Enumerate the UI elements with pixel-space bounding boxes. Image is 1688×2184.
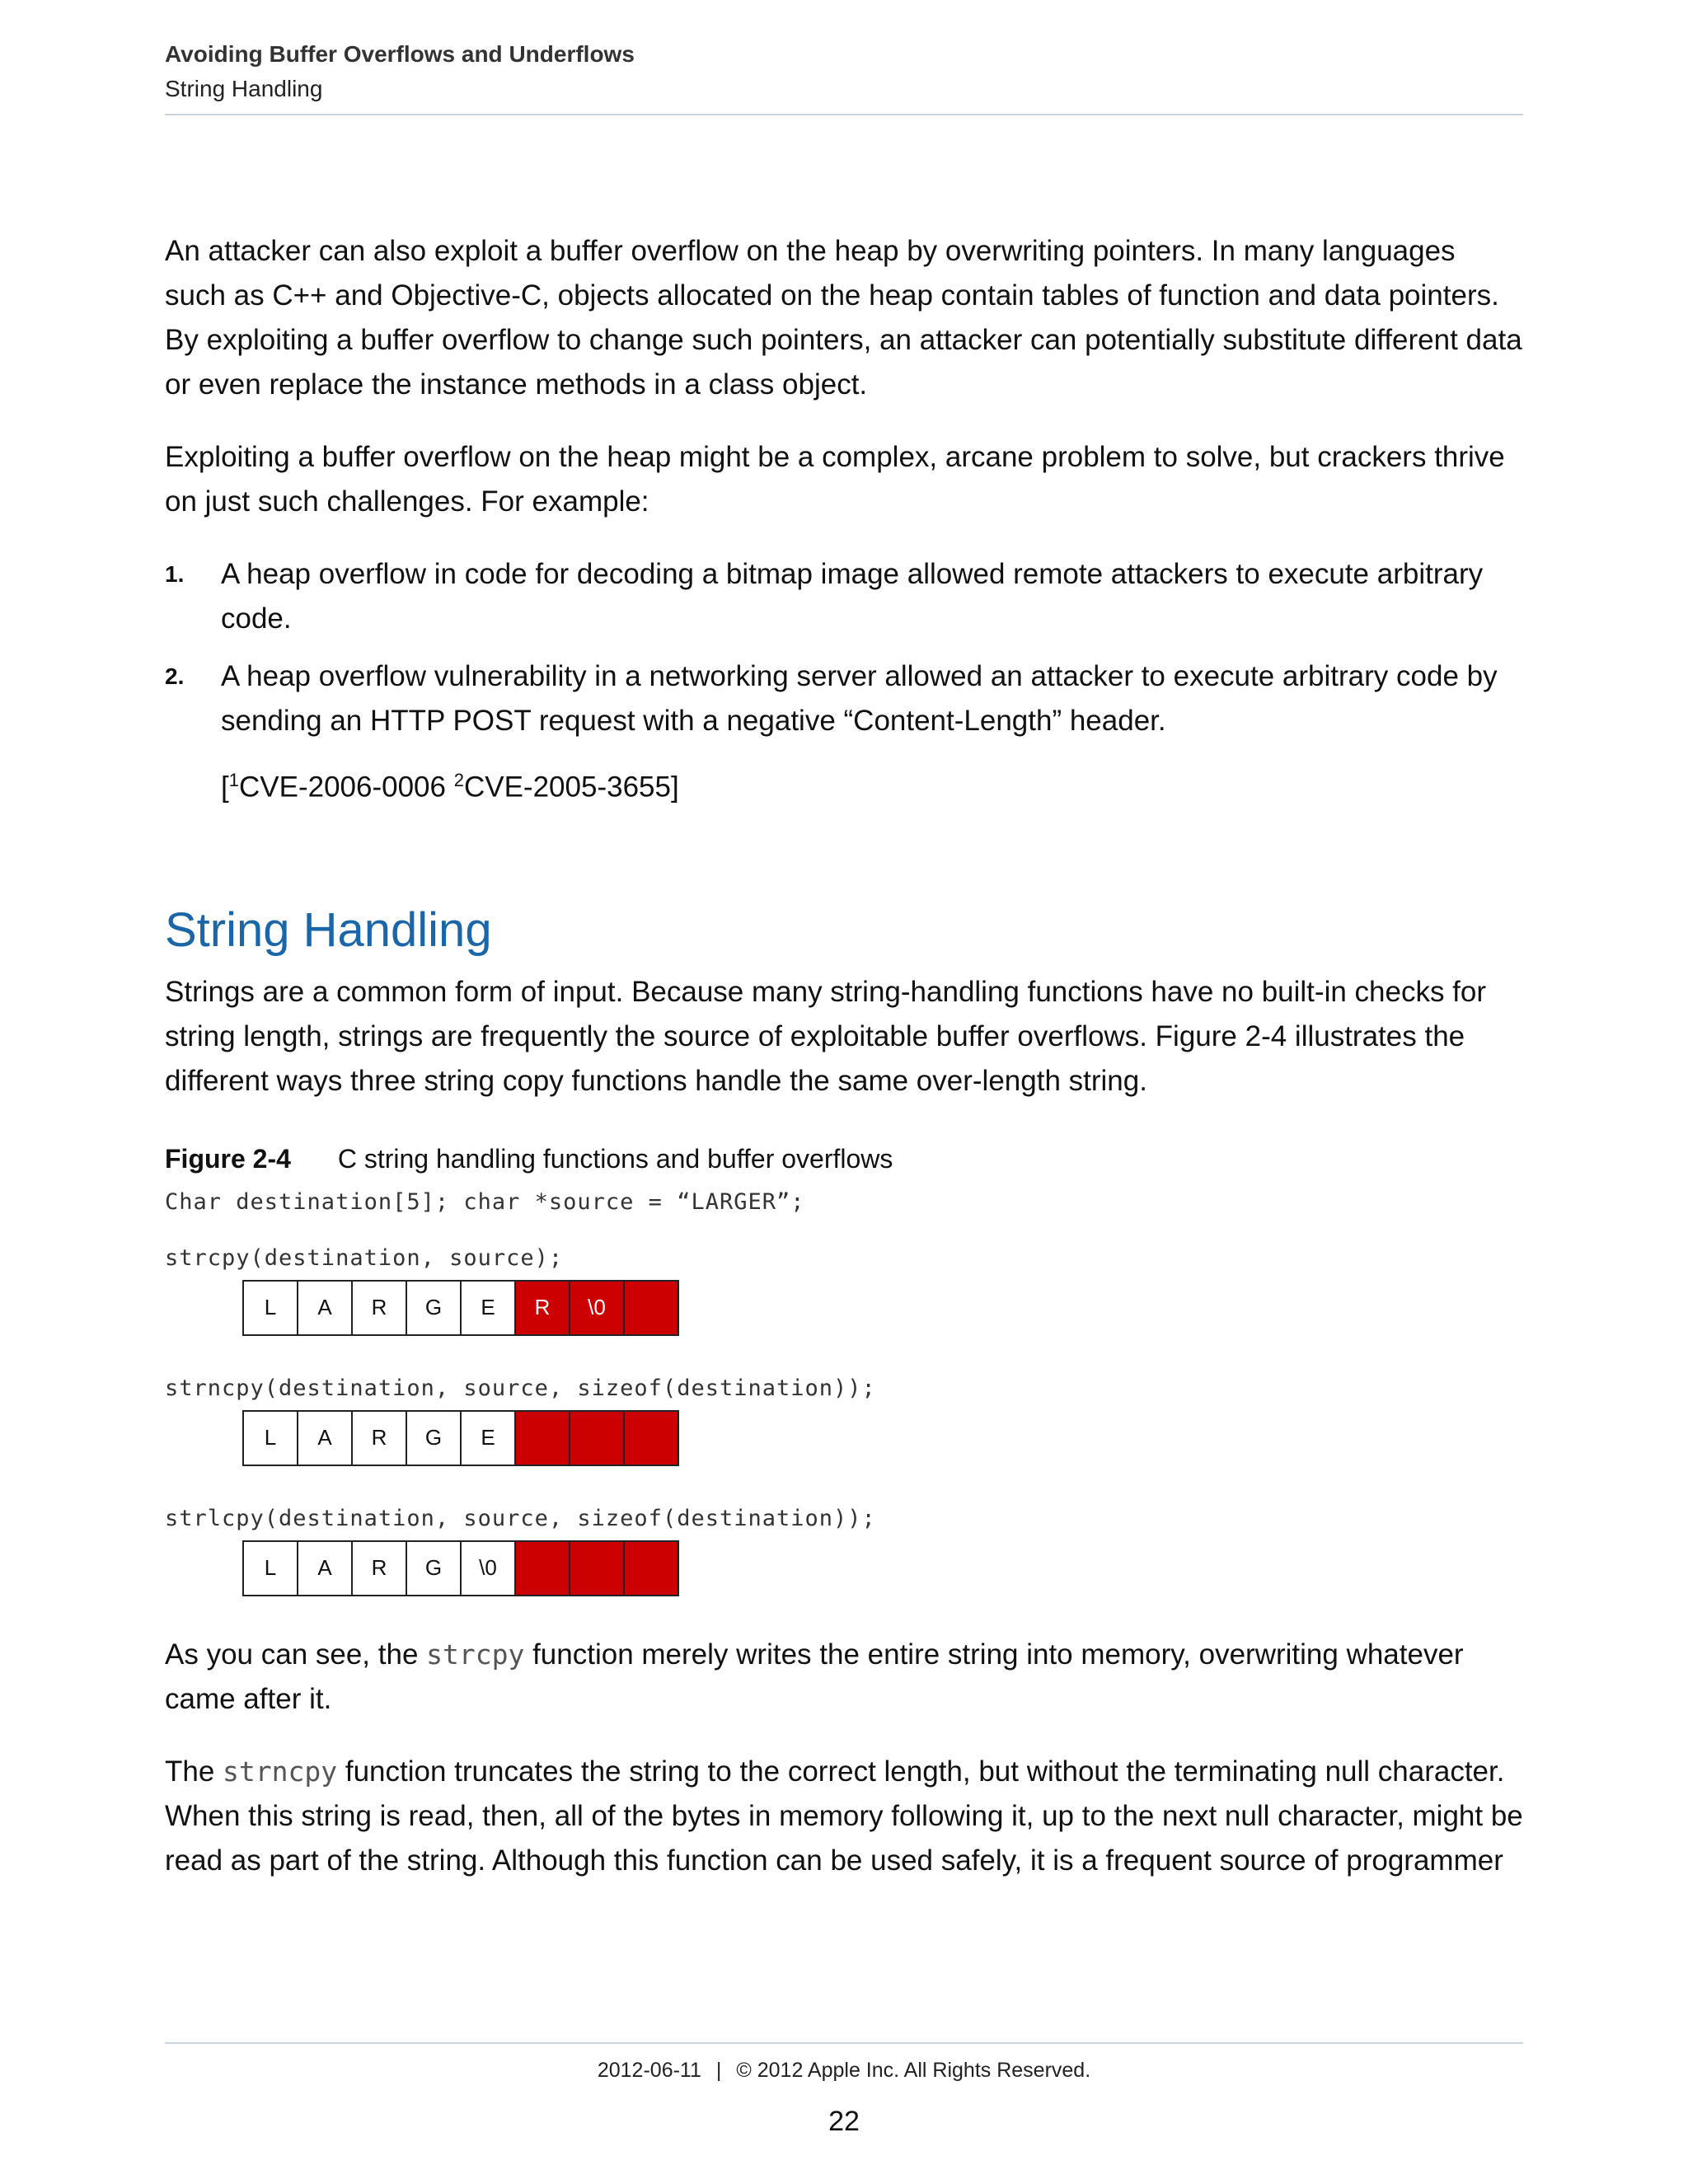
buffer-cell: G — [407, 1412, 462, 1465]
footer-separator: | — [715, 2059, 722, 2082]
buffer-cell: R — [353, 1412, 407, 1465]
list-item-text: A heap overflow vulnerability in a networking server allowed an attacker to execute arbitrary code by sending an HTTP POST request with a negative “Content-Length” header. — [221, 660, 1498, 737]
examples-list — [165, 552, 1523, 743]
footnote-marker-1: 1 — [228, 770, 239, 790]
running-header — [165, 36, 1523, 105]
list-item-text: A heap overflow in code for decoding a bitmap image allowed remote attackers to execute arbitrary code. — [221, 558, 1484, 635]
list-item-number: 2. — [165, 663, 185, 689]
function-call: strcpy(destination, source); — [165, 1244, 564, 1271]
buffer-example-strlcpy — [165, 1502, 1523, 1596]
cve-reference-1: CVE-2006-0006 — [238, 771, 454, 804]
string-handling-paragraph: Strings are a common form of input. Because many string-handling functions have no built-in checks for string length, strings are frequently the source of exploitable buffer overflows. Figure 2-4 illustrates the different ways three string copy functions handle the same over-length string. — [165, 975, 1487, 1097]
page-footer — [165, 2055, 1523, 2085]
memory-buffer — [242, 1410, 679, 1466]
inline-code-strcpy: strcpy — [426, 1638, 525, 1671]
header-divider — [165, 114, 1523, 115]
figure-declaration: Char destination[5]; char *source = “LARGER”; — [165, 1188, 805, 1215]
function-call: strlcpy(destination, source, sizeof(destination)); — [165, 1505, 876, 1531]
bracket-open: [ — [221, 771, 229, 804]
overflow-cell — [516, 1412, 570, 1465]
buffer-cell: L — [244, 1542, 298, 1595]
buffer-cell: R — [353, 1282, 407, 1334]
buffer-cell: A — [298, 1542, 353, 1595]
buffer-example-strcpy — [165, 1242, 1523, 1336]
list-item-number: 1. — [165, 561, 185, 587]
figure-caption-text: C string handling functions and buffer overflows — [337, 1143, 893, 1174]
inline-code-strncpy: strncpy — [223, 1755, 338, 1788]
page-content — [165, 229, 1523, 1911]
strncpy-explanation — [165, 1750, 1523, 1883]
memory-buffer — [242, 1540, 679, 1596]
overflow-cell: R — [516, 1282, 570, 1334]
text-run: As you can see, the — [165, 1638, 427, 1671]
chapter-title: Avoiding Buffer Overflows and Underflows — [165, 41, 635, 67]
buffer-cell: G — [407, 1282, 462, 1334]
strcpy-explanation — [165, 1633, 1523, 1722]
footnote-marker-2: 2 — [453, 770, 464, 790]
cve-references — [165, 758, 1523, 810]
overflow-cell — [625, 1412, 678, 1465]
overflow-cell — [570, 1412, 625, 1465]
overflow-cell — [625, 1282, 678, 1334]
buffer-cell: G — [407, 1542, 462, 1595]
footer-copyright: © 2012 Apple Inc. All Rights Reserved. — [736, 2059, 1091, 2082]
cve-reference-2: CVE-2005-3655 — [463, 771, 671, 804]
list-item — [165, 552, 1523, 641]
buffer-cell: R — [353, 1542, 407, 1595]
section-name: String Handling — [165, 76, 323, 101]
buffer-cell: A — [298, 1412, 353, 1465]
figure-2-4 — [165, 1140, 1523, 1596]
overflow-cell: \0 — [570, 1282, 625, 1334]
buffer-cell: E — [462, 1412, 516, 1465]
intro-paragraph-1: An attacker can also exploit a buffer overflow on the heap by overwriting pointers. In many languages such as C++ and Objective-C, objects allocated on the heap contain tables of function and data pointers. By exploiting a buffer overflow to change such pointers, an attacker can potentially substitute different data or even replace the instance methods in a class object. — [165, 235, 1522, 401]
function-call: strncpy(destination, source, sizeof(destination)); — [165, 1375, 876, 1401]
overflow-cell — [625, 1542, 678, 1595]
footer-date: 2012-06-11 — [597, 2059, 701, 2082]
text-run: The — [165, 1755, 223, 1788]
page-number: 22 — [828, 2106, 860, 2137]
memory-buffer — [242, 1280, 679, 1336]
buffer-cell: A — [298, 1282, 353, 1334]
figure-caption — [165, 1140, 1523, 1178]
footer-divider — [165, 2042, 1523, 2044]
figure-label: Figure 2-4 — [165, 1143, 291, 1174]
buffer-example-strncpy — [165, 1372, 1523, 1466]
bracket-close: ] — [670, 771, 679, 804]
intro-paragraph-2: Exploiting a buffer overflow on the heap might be a complex, arcane problem to solve, but crackers thrive on just such challenges. For example: — [165, 441, 1505, 518]
buffer-cell: \0 — [462, 1542, 516, 1595]
overflow-cell — [570, 1542, 625, 1595]
section-heading: String Handling — [165, 902, 492, 957]
text-run: function merely writes the entire string into memory, overwriting whatever came after it. — [165, 1638, 1464, 1715]
list-item — [165, 654, 1523, 743]
text-run: function truncates the string to the correct length, but without the terminating null character. When this string is read, then, all of the bytes in memory following it, up to the next null character, might be read as part of the string. Although this function can be used safely, it is a frequent source of programmer — [165, 1755, 1523, 1877]
buffer-cell: L — [244, 1282, 298, 1334]
buffer-cell: L — [244, 1412, 298, 1465]
overflow-cell — [516, 1542, 570, 1595]
buffer-cell: E — [462, 1282, 516, 1334]
